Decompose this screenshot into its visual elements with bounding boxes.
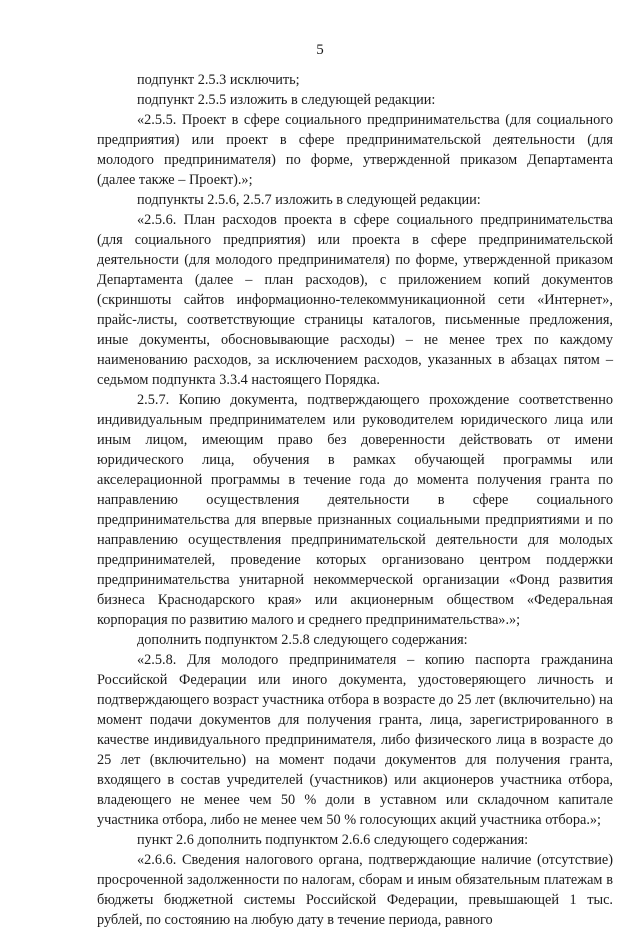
paragraph-subpoints-2-5-6-2-5-7-intro: подпункты 2.5.6, 2.5.7 изложить в следующей редакции: bbox=[137, 192, 481, 208]
paragraph-subpoint-2-5-8-text: «2.5.8. Для молодого предпринимателя – копию паспорта гражданина Российской Федерации или иного документа, удостоверяющего личность и подтверждающего возраст участника отбора в возрасте до 25 лет (включительно) на момент подачи документов для получения гранта, лица, зарегистрированного в качестве индивидуального предпринимателя, либо физического лица в возрасте до 25 лет (включительно) на момент подачи документов для получения гранта, входящего в состав учредителей (участников) или акционеров участника отбора, владеющего не менее чем 50 % доли в уставном или складочном капитале участника отбора, либо не менее чем 50 % голосующих акций участника отбора.»; bbox=[97, 652, 613, 828]
paragraph-subpoint-2-5-7-text: 2.5.7. Копию документа, подтверждающего прохождение соответственно индивидуальным предпринимателем или руководителем юридического лица или иным лицом, имеющим право без доверенности действовать от имени юридического лица, обучения в рамках обучающей программы или акселерационной программы в течение года до момента получения гранта по направлению осуществления деятельности в сфере социального предпринимательства для впервые признанных социальными предприятиями и по направлению осуществления предпринимательской деятельности для молодых предпринимателей, проведение которых организовано центром поддержки предпринимательства унитарной некоммерческой организации «Фонд развития бизнеса Краснодарского края» или акционерным обществом «Федеральная корпорация по развитию малого и среднего предпринимательства».»; bbox=[97, 392, 613, 628]
paragraph-subpoint-2-5-8-intro: дополнить подпунктом 2.5.8 следующего содержания: bbox=[137, 632, 468, 648]
paragraph-point-2-6-intro: пункт 2.6 дополнить подпунктом 2.6.6 следующего содержания: bbox=[137, 832, 529, 848]
document-body bbox=[97, 70, 613, 930]
paragraph-subpoint-2-6-6-text: «2.6.6. Сведения налогового органа, подтверждающие наличие (отсутствие) просроченной задолженности по налогам, сборам и иным обязательным платежам в бюджеты бюджетной системы Российской Федерации, превышающей 1 тыс. рублей, по состоянию на любую дату в течение периода, равного bbox=[97, 852, 613, 928]
paragraph-subpoint-2-5-5-text: «2.5.5. Проект в сфере социального предпринимательства (для социального предприятия) или проект в сфере предпринимательской деятельности (для молодого предпринимателя) по форме, утвержденной приказом Департамента (далее также – Проект).»; bbox=[97, 112, 613, 188]
paragraph-subpoint-2-5-3: подпункт 2.5.3 исключить; bbox=[137, 72, 300, 88]
paragraph-subpoint-2-5-5-intro: подпункт 2.5.5 изложить в следующей редакции: bbox=[137, 92, 436, 108]
page-number: 5 bbox=[316, 42, 324, 58]
paragraph-subpoint-2-5-6-text: «2.5.6. План расходов проекта в сфере социального предпринимательства (для социального предприятия) или проекта в сфере предпринимательской деятельности (для молодого предпринимателя) по форме, утвержденной приказом Департамента (далее – план расходов), с приложением копий документов (скриншоты сайтов информационно-телекоммуникационной сети «Интернет», прайс-листы, соответствующие страницы каталогов, письменные предложения, иные документы, обосновывающие расходы) – не менее трех по каждому наименованию расходов, за исключением расходов, указанных в абзацах пятом – седьмом подпункта 3.3.4 настоящего Порядка. bbox=[97, 212, 613, 388]
